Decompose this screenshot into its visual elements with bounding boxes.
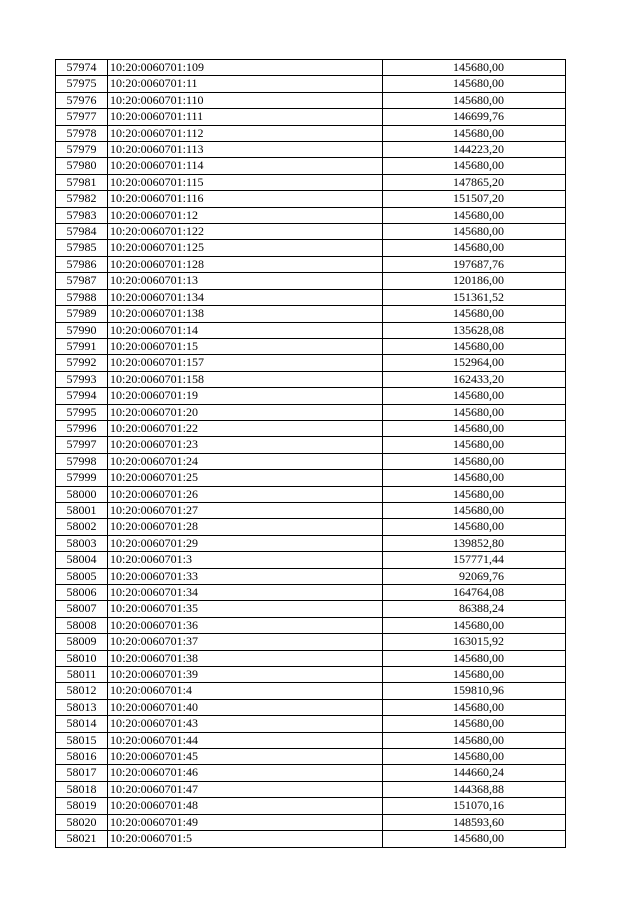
- value-text: 144223,20: [453, 142, 504, 157]
- row-number-cell: 58002: [56, 519, 108, 535]
- table-row: [56, 798, 566, 814]
- table-row: [56, 306, 566, 322]
- row-number-cell: 58012: [56, 683, 108, 699]
- value-cell: [383, 388, 566, 404]
- value-text: 145680,00: [453, 388, 504, 403]
- cadastral-number-cell: 10:20:0060701:111: [108, 109, 383, 125]
- value-text: 145680,00: [453, 60, 504, 74]
- table-row: [56, 585, 566, 601]
- value-cell: [383, 601, 566, 617]
- cadastral-number-cell: 10:20:0060701:11: [108, 76, 383, 92]
- value-cell: [383, 502, 566, 518]
- cadastral-number-cell: 10:20:0060701:26: [108, 486, 383, 502]
- cadastral-number-cell: 10:20:0060701:138: [108, 306, 383, 322]
- value-text: 145680,00: [453, 125, 504, 140]
- value-cell: [383, 158, 566, 174]
- value-text: 197687,76: [453, 256, 504, 271]
- table-row: [56, 289, 566, 305]
- row-number-cell: 57987: [56, 273, 108, 289]
- value-cell: [383, 535, 566, 551]
- row-number-cell: 58021: [56, 831, 108, 847]
- value-cell: [383, 585, 566, 601]
- table-row: [56, 207, 566, 223]
- table-body: [56, 60, 566, 848]
- cadastral-number-cell: 10:20:0060701:110: [108, 92, 383, 108]
- table-row: [56, 60, 566, 76]
- table-row: [56, 502, 566, 518]
- table-row: [56, 76, 566, 92]
- row-number-cell: 57988: [56, 289, 108, 305]
- table-row: [56, 814, 566, 830]
- value-cell: [383, 453, 566, 469]
- cadastral-number-cell: 10:20:0060701:128: [108, 256, 383, 272]
- row-number-cell: 57980: [56, 158, 108, 174]
- row-number-cell: 57990: [56, 322, 108, 338]
- table-row: [56, 420, 566, 436]
- value-text: 145680,00: [453, 749, 504, 764]
- table-row: [56, 749, 566, 765]
- value-text: 162433,20: [453, 371, 504, 386]
- table-row: [56, 781, 566, 797]
- value-cell: [383, 273, 566, 289]
- value-text: 145680,00: [453, 224, 504, 239]
- value-cell: [383, 831, 566, 847]
- row-number-cell: 58009: [56, 634, 108, 650]
- value-cell: [383, 142, 566, 158]
- table-row: [56, 174, 566, 190]
- value-text: 159810,96: [453, 683, 504, 698]
- cadastral-number-cell: 10:20:0060701:27: [108, 502, 383, 518]
- value-cell: [383, 667, 566, 683]
- value-text: 145680,00: [453, 420, 504, 435]
- row-number-cell: 57981: [56, 174, 108, 190]
- value-text: 145680,00: [453, 650, 504, 665]
- value-cell: [383, 650, 566, 666]
- cadastral-number-cell: 10:20:0060701:22: [108, 420, 383, 436]
- cadastral-number-cell: 10:20:0060701:45: [108, 749, 383, 765]
- row-number-cell: 57979: [56, 142, 108, 158]
- row-number-cell: 57991: [56, 338, 108, 354]
- row-number-cell: 57976: [56, 92, 108, 108]
- value-cell: [383, 191, 566, 207]
- row-number-cell: 58019: [56, 798, 108, 814]
- row-number-cell: 57999: [56, 470, 108, 486]
- table-row: [56, 634, 566, 650]
- table-row: [56, 683, 566, 699]
- cadastral-number-cell: 10:20:0060701:23: [108, 437, 383, 453]
- value-text: 135628,08: [453, 322, 504, 337]
- cadastral-number-cell: 10:20:0060701:43: [108, 716, 383, 732]
- cadastral-number-cell: 10:20:0060701:33: [108, 568, 383, 584]
- table-row: [56, 552, 566, 568]
- table-row: [56, 404, 566, 420]
- value-cell: [383, 519, 566, 535]
- value-text: 144660,24: [453, 765, 504, 780]
- cadastral-number-cell: 10:20:0060701:4: [108, 683, 383, 699]
- cadastral-number-cell: 10:20:0060701:116: [108, 191, 383, 207]
- value-cell: [383, 125, 566, 141]
- table-row: [56, 240, 566, 256]
- data-table: [55, 59, 566, 848]
- table-row: [56, 519, 566, 535]
- cadastral-number-cell: 10:20:0060701:20: [108, 404, 383, 420]
- cadastral-number-cell: 10:20:0060701:38: [108, 650, 383, 666]
- row-number-cell: 58015: [56, 732, 108, 748]
- cadastral-number-cell: 10:20:0060701:49: [108, 814, 383, 830]
- value-cell: [383, 552, 566, 568]
- row-number-cell: 57975: [56, 76, 108, 92]
- value-text: 145680,00: [453, 338, 504, 353]
- table-row: [56, 732, 566, 748]
- table-row: [56, 256, 566, 272]
- value-text: 144368,88: [453, 781, 504, 796]
- value-cell: [383, 60, 566, 76]
- value-cell: [383, 765, 566, 781]
- value-cell: [383, 437, 566, 453]
- row-number-cell: 58005: [56, 568, 108, 584]
- row-number-cell: 58004: [56, 552, 108, 568]
- table-row: [56, 125, 566, 141]
- row-number-cell: 57989: [56, 306, 108, 322]
- cadastral-number-cell: 10:20:0060701:15: [108, 338, 383, 354]
- value-cell: [383, 207, 566, 223]
- value-cell: [383, 174, 566, 190]
- value-text: 92069,76: [459, 568, 504, 583]
- row-number-cell: 58000: [56, 486, 108, 502]
- value-text: 145680,00: [453, 699, 504, 714]
- table-row: [56, 109, 566, 125]
- value-text: 145680,00: [453, 502, 504, 517]
- cadastral-number-cell: 10:20:0060701:37: [108, 634, 383, 650]
- table-row: [56, 601, 566, 617]
- table-row: [56, 486, 566, 502]
- table-row: [56, 831, 566, 847]
- row-number-cell: 57974: [56, 60, 108, 76]
- cadastral-number-cell: 10:20:0060701:36: [108, 617, 383, 633]
- row-number-cell: 58007: [56, 601, 108, 617]
- value-text: 145680,00: [453, 519, 504, 534]
- cadastral-number-cell: 10:20:0060701:24: [108, 453, 383, 469]
- value-text: 145680,00: [453, 732, 504, 747]
- data-table-container: [55, 59, 566, 848]
- table-row: [56, 470, 566, 486]
- cadastral-number-cell: 10:20:0060701:46: [108, 765, 383, 781]
- value-text: 145680,00: [453, 76, 504, 91]
- table-row: [56, 699, 566, 715]
- table-row: [56, 667, 566, 683]
- value-text: 145680,00: [453, 470, 504, 485]
- row-number-cell: 57986: [56, 256, 108, 272]
- value-text: 145680,00: [453, 306, 504, 321]
- value-cell: [383, 814, 566, 830]
- table-row: [56, 535, 566, 551]
- value-cell: [383, 470, 566, 486]
- cadastral-number-cell: 10:20:0060701:158: [108, 371, 383, 387]
- cadastral-number-cell: 10:20:0060701:114: [108, 158, 383, 174]
- value-cell: [383, 338, 566, 354]
- value-cell: [383, 699, 566, 715]
- cadastral-number-cell: 10:20:0060701:5: [108, 831, 383, 847]
- cadastral-number-cell: 10:20:0060701:28: [108, 519, 383, 535]
- row-number-cell: 57994: [56, 388, 108, 404]
- row-number-cell: 57983: [56, 207, 108, 223]
- value-text: 145680,00: [453, 453, 504, 468]
- value-text: 151361,52: [453, 289, 504, 304]
- row-number-cell: 58006: [56, 585, 108, 601]
- value-text: 145680,00: [453, 207, 504, 222]
- cadastral-number-cell: 10:20:0060701:134: [108, 289, 383, 305]
- value-text: 163015,92: [453, 634, 504, 649]
- cadastral-number-cell: 10:20:0060701:47: [108, 781, 383, 797]
- table-row: [56, 437, 566, 453]
- row-number-cell: 57997: [56, 437, 108, 453]
- cadastral-number-cell: 10:20:0060701:40: [108, 699, 383, 715]
- table-row: [56, 617, 566, 633]
- value-text: 145680,00: [453, 667, 504, 682]
- value-text: 152964,00: [453, 355, 504, 370]
- cadastral-number-cell: 10:20:0060701:115: [108, 174, 383, 190]
- value-text: 151070,16: [453, 798, 504, 813]
- table-row: [56, 224, 566, 240]
- value-cell: [383, 749, 566, 765]
- value-cell: [383, 371, 566, 387]
- cadastral-number-cell: 10:20:0060701:29: [108, 535, 383, 551]
- value-cell: [383, 716, 566, 732]
- value-cell: [383, 404, 566, 420]
- value-text: 145680,00: [453, 437, 504, 452]
- row-number-cell: 58010: [56, 650, 108, 666]
- value-cell: [383, 224, 566, 240]
- row-number-cell: 57995: [56, 404, 108, 420]
- value-cell: [383, 568, 566, 584]
- value-text: 145680,00: [453, 158, 504, 173]
- value-text: 145680,00: [453, 617, 504, 632]
- value-text: 145680,00: [453, 404, 504, 419]
- row-number-cell: 57985: [56, 240, 108, 256]
- table-row: [56, 716, 566, 732]
- row-number-cell: 58016: [56, 749, 108, 765]
- row-number-cell: 58014: [56, 716, 108, 732]
- value-cell: [383, 322, 566, 338]
- value-text: 145680,00: [453, 240, 504, 255]
- cadastral-number-cell: 10:20:0060701:12: [108, 207, 383, 223]
- value-cell: [383, 634, 566, 650]
- value-text: 157771,44: [453, 552, 504, 567]
- cadastral-number-cell: 10:20:0060701:13: [108, 273, 383, 289]
- row-number-cell: 57992: [56, 355, 108, 371]
- cadastral-number-cell: 10:20:0060701:157: [108, 355, 383, 371]
- row-number-cell: 57977: [56, 109, 108, 125]
- value-text: 151507,20: [453, 191, 504, 206]
- row-number-cell: 58011: [56, 667, 108, 683]
- table-row: [56, 92, 566, 108]
- cadastral-number-cell: 10:20:0060701:14: [108, 322, 383, 338]
- row-number-cell: 58003: [56, 535, 108, 551]
- row-number-cell: 58018: [56, 781, 108, 797]
- table-row: [56, 338, 566, 354]
- row-number-cell: 57998: [56, 453, 108, 469]
- cadastral-number-cell: 10:20:0060701:44: [108, 732, 383, 748]
- value-cell: [383, 486, 566, 502]
- value-text: 148593,60: [453, 814, 504, 829]
- row-number-cell: 57996: [56, 420, 108, 436]
- value-cell: [383, 92, 566, 108]
- cadastral-number-cell: 10:20:0060701:35: [108, 601, 383, 617]
- cadastral-number-cell: 10:20:0060701:125: [108, 240, 383, 256]
- row-number-cell: 57978: [56, 125, 108, 141]
- row-number-cell: 58017: [56, 765, 108, 781]
- value-text: 145680,00: [453, 486, 504, 501]
- table-row: [56, 322, 566, 338]
- value-cell: [383, 420, 566, 436]
- cadastral-number-cell: 10:20:0060701:3: [108, 552, 383, 568]
- cadastral-number-cell: 10:20:0060701:48: [108, 798, 383, 814]
- value-cell: [383, 617, 566, 633]
- table-row: [56, 142, 566, 158]
- table-row: [56, 371, 566, 387]
- value-cell: [383, 76, 566, 92]
- cadastral-number-cell: 10:20:0060701:122: [108, 224, 383, 240]
- value-text: 86388,24: [459, 601, 504, 616]
- cadastral-number-cell: 10:20:0060701:109: [108, 60, 383, 76]
- table-row: [56, 273, 566, 289]
- table-row: [56, 191, 566, 207]
- cadastral-number-cell: 10:20:0060701:19: [108, 388, 383, 404]
- value-text: 164764,08: [453, 585, 504, 599]
- row-number-cell: 58020: [56, 814, 108, 830]
- value-cell: [383, 109, 566, 125]
- value-cell: [383, 355, 566, 371]
- value-text: 146699,76: [453, 109, 504, 124]
- value-text: 147865,20: [453, 174, 504, 189]
- value-cell: [383, 732, 566, 748]
- value-cell: [383, 240, 566, 256]
- value-cell: [383, 306, 566, 322]
- row-number-cell: 57984: [56, 224, 108, 240]
- table-row: [56, 355, 566, 371]
- value-text: 145680,00: [453, 92, 504, 107]
- table-row: [56, 765, 566, 781]
- row-number-cell: 58008: [56, 617, 108, 633]
- value-text: 145680,00: [453, 716, 504, 731]
- value-cell: [383, 256, 566, 272]
- cadastral-number-cell: 10:20:0060701:25: [108, 470, 383, 486]
- table-row: [56, 568, 566, 584]
- value-cell: [383, 781, 566, 797]
- cadastral-number-cell: 10:20:0060701:112: [108, 125, 383, 141]
- value-text: 120186,00: [453, 273, 504, 288]
- value-text: 145680,00: [453, 831, 504, 846]
- value-cell: [383, 289, 566, 305]
- cadastral-number-cell: 10:20:0060701:34: [108, 585, 383, 601]
- cadastral-number-cell: 10:20:0060701:113: [108, 142, 383, 158]
- value-text: 139852,80: [453, 535, 504, 550]
- row-number-cell: 58013: [56, 699, 108, 715]
- value-cell: [383, 683, 566, 699]
- table-row: [56, 158, 566, 174]
- row-number-cell: 57982: [56, 191, 108, 207]
- value-cell: [383, 798, 566, 814]
- table-row: [56, 453, 566, 469]
- cadastral-number-cell: 10:20:0060701:39: [108, 667, 383, 683]
- table-row: [56, 650, 566, 666]
- row-number-cell: 57993: [56, 371, 108, 387]
- table-row: [56, 388, 566, 404]
- row-number-cell: 58001: [56, 502, 108, 518]
